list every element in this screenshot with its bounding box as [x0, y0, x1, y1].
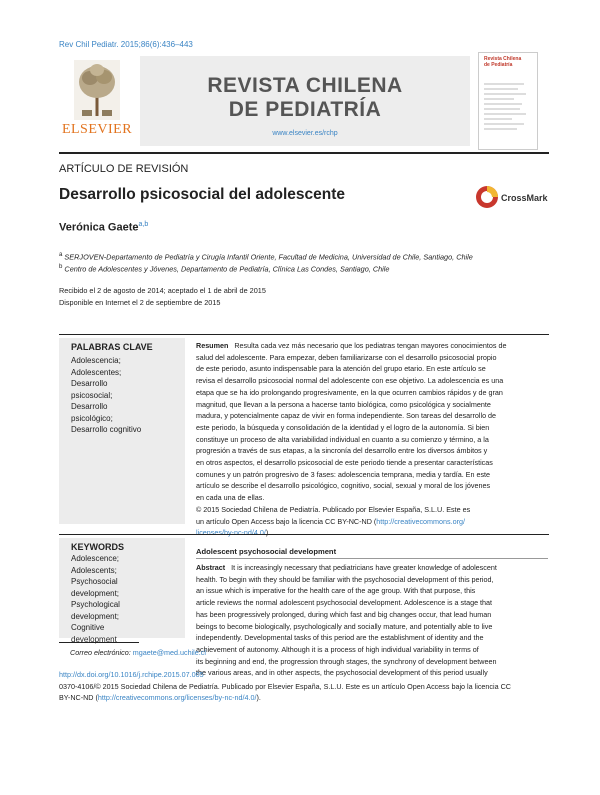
- correspondence-email: [70, 648, 206, 657]
- article-title: Desarrollo psicosocial del adolescente: [59, 186, 346, 203]
- abstract-en-top-rule: [59, 534, 549, 535]
- author-affiliation-marks[interactable]: a,b: [138, 221, 149, 228]
- affiliation-b-mark: b: [59, 263, 63, 270]
- cover-title: [484, 56, 534, 68]
- abstract-en-line: health. To begin with they should be familiar with the psychosocial development of this period,: [196, 574, 494, 584]
- abstract-es-line: de este periodo, asunto indispensable para la atención del grupo etario. En este artículo se: [196, 364, 486, 374]
- footer-copyright: [59, 681, 549, 703]
- email-label: Correo electrónico:: [70, 648, 131, 657]
- footer-license-prefix: BY-NC-ND (: [59, 693, 98, 702]
- elsevier-tree-logo: [74, 60, 120, 120]
- footnote-rule: [59, 642, 139, 643]
- footer-license-link[interactable]: http://creativecommons.org/licenses/by-nc-nd/4.0/: [97, 693, 257, 702]
- abstract-es-line: constituye un proceso de alta variabilidad individual en cuanto a su comienzo y término, a la: [196, 434, 489, 444]
- cover-title-line2: de Pediatría: [484, 62, 513, 68]
- author-name: Verónica Gaete: [59, 221, 139, 234]
- abstract-es-line: en otros aspectos, el desarrollo psicosocial de este periodo tiende a presentar características: [196, 458, 493, 468]
- keyword-en-item[interactable]: Cognitive: [71, 623, 105, 632]
- abstract-en-title: Adolescent psychosocial development: [196, 547, 337, 556]
- abstract-en-line: has been progressively prolonged, during which fast and big changes occur, that lead human: [196, 609, 492, 619]
- affiliation-a: [59, 251, 473, 261]
- affiliation-b: [59, 263, 389, 273]
- abstract-es-line: en cada una de ellas.: [196, 493, 265, 503]
- author: [59, 221, 148, 234]
- abstract-en-line: beings to become biologically, psychologically and socially mature, and potentially able to live: [196, 621, 493, 631]
- abstract-es-text: Resulta cada vez más necesario que los pediatras tengan mayores conocimientos de: [234, 341, 507, 350]
- keyword-en-item[interactable]: development;: [71, 588, 120, 598]
- crossmark-badge[interactable]: [475, 184, 549, 210]
- abstract-es-license: [196, 516, 548, 528]
- keyword-en-item[interactable]: development;: [71, 611, 120, 621]
- keywords-en-heading: KEYWORDS: [71, 542, 125, 552]
- abstract-en-lead: Abstract: [196, 563, 226, 572]
- abstract-en: [196, 562, 548, 679]
- keyword-es-item[interactable]: Desarrollo: [71, 379, 108, 388]
- keyword-es-item[interactable]: psicosocial;: [71, 390, 113, 400]
- abstract-es-line: madura, y potencialmente capaz de vivir en forma independiente. Son tareas del desarrollo de: [196, 411, 497, 421]
- journal-title: [140, 74, 470, 122]
- abstract-es-line: revisa el desarrollo psicosocial normal del adolescente con ese objetivo. La adolescencia es una: [196, 376, 504, 386]
- abstract-es-line: salud del adolescente. Para empezar, deben familiarizarse con el desarrollo psicosocial propio: [196, 352, 497, 362]
- keywords-es-box: [59, 338, 185, 524]
- publisher-name: ELSEVIER: [61, 122, 133, 137]
- keyword-en-item[interactable]: development: [71, 634, 117, 644]
- keywords-es-list: [59, 355, 185, 436]
- article-type: ARTÍCULO DE REVISIÓN: [59, 163, 189, 175]
- footer-license-suffix: ).: [256, 693, 261, 702]
- abstract-es-line-1: [196, 340, 548, 352]
- license-link-part2[interactable]: licenses/by-nc-nd/4.0/: [196, 528, 266, 538]
- abstract-en-line: independently. Developmental tasks of this period are the establishment of identity and the: [196, 633, 484, 643]
- keyword-en-item[interactable]: Psychosocial: [71, 577, 118, 586]
- abstract-es-line: progresión a través de sus etapas, a la sincronía del desarrollo entre los diversos ámbitos y: [196, 446, 488, 456]
- license-text: un artículo Open Access bajo la licencia CC BY-NC-ND (: [196, 516, 377, 526]
- keywords-es-heading: PALABRAS CLAVE: [71, 342, 153, 352]
- journal-url[interactable]: www.elsevier.es/rchp: [272, 130, 338, 137]
- header-rule: [59, 152, 549, 154]
- abstract-en-line: an issue which is imperative for the health care of the age group. With that purpose, this: [196, 586, 476, 596]
- abstract-en-line-1: [196, 562, 548, 574]
- keyword-en-item[interactable]: Adolescence;: [71, 554, 120, 563]
- keywords-en-box: [59, 538, 185, 644]
- footer-copyright-line2: [59, 692, 549, 703]
- keyword-es-item[interactable]: Desarrollo: [71, 402, 108, 411]
- abstract-es: [196, 340, 548, 539]
- doi-link[interactable]: http://dx.doi.org/10.1016/j.rchipe.2015.07.005: [59, 670, 204, 679]
- license-link-part1[interactable]: http://creativecommons.org/: [376, 516, 465, 526]
- abstract-es-copyright: © 2015 Sociedad Chilena de Pediatría. Publicado por Elsevier España, S.L.U. Este es: [196, 504, 471, 514]
- email-link[interactable]: mgaete@med.uchile.cl: [132, 648, 206, 657]
- keyword-es-item[interactable]: Desarrollo cognitivo: [71, 425, 142, 434]
- abstract-en-line: its beginning and end, the progression through stages, the synchrony of development between: [196, 656, 497, 666]
- keyword-en-item[interactable]: Adolescents;: [71, 565, 117, 575]
- journal-title-line1: REVISTA CHILENA: [207, 74, 403, 97]
- license-tail: ).: [265, 528, 271, 538]
- abstract-es-line: artículo se describe el desarrollo psicológico, cognitivo, social, sexual y moral de los jóvenes: [196, 481, 491, 491]
- abstract-en-line: the various areas, and in other aspects, the psychosocial development of this period usually: [196, 668, 488, 678]
- affiliation-a-mark: a: [59, 251, 63, 258]
- keyword-es-item[interactable]: Adolescentes;: [71, 367, 122, 377]
- abstract-en-line: article reviews the normal adolescent psychosocial development. Adolescence is a stage that: [196, 598, 493, 608]
- abstract-en-text: It is increasingly necessary that pediatricians have greater knowledge of adolescent: [231, 563, 497, 572]
- abstract-es-line: este periodo, la búsqueda y consolidación de la identidad y el logro de la autonomía. Si bien: [196, 422, 490, 432]
- abstract-es-line: etapa que se ha ido prolongando progresivamente, en la que ocurren cambios rápidos y de gran: [196, 387, 503, 397]
- crossmark-label: CrossMark: [501, 193, 548, 203]
- footer-copyright-line1: 0370-4106/© 2015 Sociedad Chilena de Pediatría. Publicado por Elsevier España, S.L.U. Este es un artículo Open Access bajo la licencia CC: [59, 682, 511, 691]
- online-date: Disponible en Internet el 2 de septiembre de 2015: [59, 298, 221, 307]
- affiliation-a-text: SERJOVEN-Departamento de Pediatría y Cirugía Infantil Oriente, Facultad de Medicina, Universidad de Chile, Santiago, Chile: [64, 252, 473, 262]
- cover-text-lines: [484, 80, 530, 140]
- abstract-es-top-rule: [59, 334, 549, 335]
- affiliation-b-text: Centro de Adolescentes y Jóvenes, Departamento de Pediatría, Clínica Las Condes, Santiago, Chile: [64, 264, 390, 274]
- keyword-en-item[interactable]: Psychological: [71, 600, 120, 609]
- keyword-es-item[interactable]: psicológico;: [71, 413, 113, 423]
- abstract-es-line: comunes y un patrón progresivo de 3 fases: adolescencia temprana, media y tardía. En este: [196, 469, 491, 479]
- journal-title-line2: DE PEDIATRÍA: [228, 98, 382, 121]
- abstract-es-line: magnitud, que llevan a la persona a hacerse tanto biológica, como psicológica y socialmente: [196, 399, 491, 409]
- abstract-en-title-rule: [196, 558, 548, 559]
- abstract-es-lead: Resumen: [196, 341, 229, 350]
- keyword-es-item[interactable]: Adolescencia;: [71, 356, 121, 365]
- journal-citation[interactable]: Rev Chil Pediatr. 2015;86(6):436–443: [59, 40, 193, 49]
- abstract-en-line: achievement of autonomy. Although it is a process of high individual variability in terms of: [196, 644, 479, 654]
- keywords-en-list: [59, 553, 185, 645]
- received-date: Recibido el 2 de agosto de 2014; aceptado el 1 de abril de 2015: [59, 286, 266, 295]
- cover-title-line1: Revista Chilena: [484, 56, 522, 62]
